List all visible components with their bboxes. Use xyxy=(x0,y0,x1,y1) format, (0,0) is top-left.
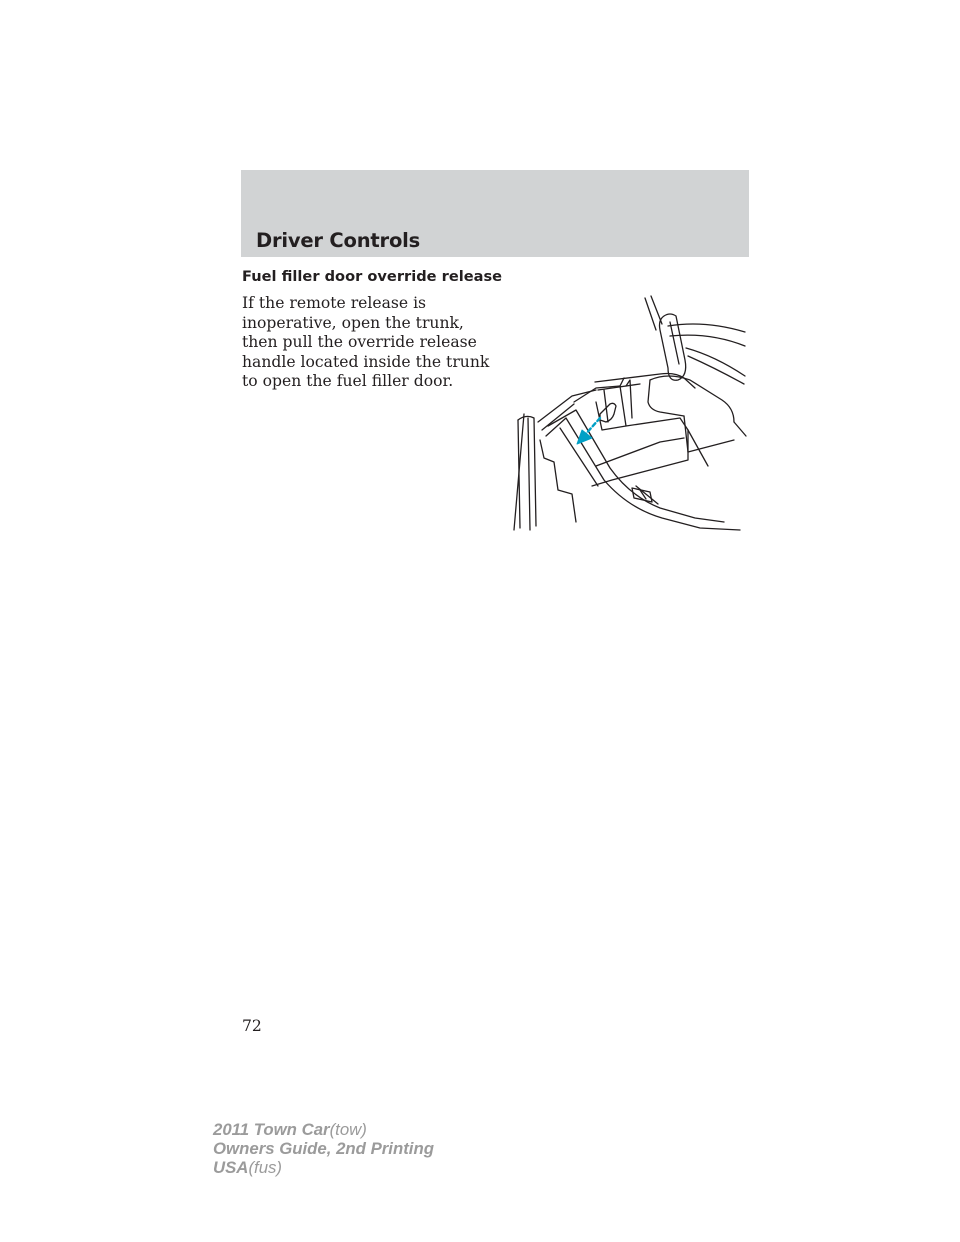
footer-market: USA xyxy=(213,1158,249,1177)
footer-market-line xyxy=(213,1158,434,1177)
section-title: Driver Controls xyxy=(256,229,421,252)
instruction-paragraph: If the remote release is inoperative, open the trunk, then pull the override release handle located inside the trunk to open the fuel filler door. xyxy=(242,294,490,391)
trunk-override-release-illustration xyxy=(500,290,750,532)
subheading: Fuel filler door override release xyxy=(242,268,503,285)
page-number: 72 xyxy=(242,1017,262,1035)
footer-model-code: (tow) xyxy=(329,1120,367,1139)
footer-market-code: (fus) xyxy=(248,1158,282,1177)
footer-edition: Owners Guide, 2nd Printing xyxy=(213,1139,434,1158)
document-footer xyxy=(213,1120,434,1177)
footer-model: 2011 Town Car xyxy=(213,1120,330,1139)
footer-model-line xyxy=(213,1120,434,1139)
section-header-band xyxy=(241,170,749,257)
